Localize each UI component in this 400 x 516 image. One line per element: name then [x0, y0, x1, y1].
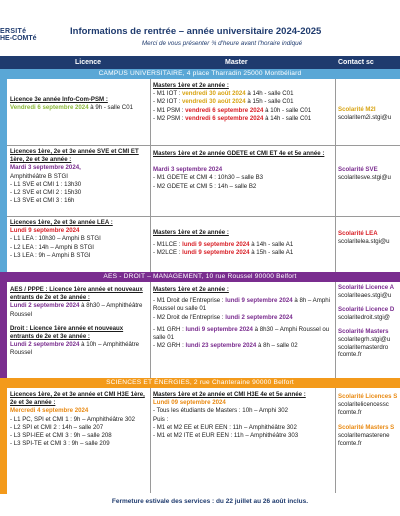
row5-contact-licences-email[interactable]: scolaritelicencessc [338, 400, 389, 408]
row2-licence-title: Licences 1ère, 2e et 3e année SVE et CMI ET 1ère, 2e et 3e année : [10, 148, 139, 164]
row1-master-line: - M2 IOT : vendredi 30 août 2024 à 15h - salle C01 [153, 98, 294, 106]
row5-licence-title: Licences 1ère, 2e et 3e année et CMI H3E 1ère, 2e et 3e année : [10, 391, 145, 407]
row3-licence-line: - L2 LEA : 14h – Amphi B STGI [10, 243, 95, 251]
row1-licence [10, 96, 148, 112]
row4-contact-masters-email[interactable]: scolaritemasterdro [338, 343, 389, 351]
section-band-belfort-sciences: SCIENCES ET ÉNERGIES, 2 rue Chanteraine 90000 Belfort [0, 378, 400, 388]
row1-licence-date: Vendredi 6 septembre 2024 [10, 104, 89, 112]
row5-master-line: Puis : [153, 415, 169, 423]
row4-droit-rest: à 10h – Amphithéâtre Roussel [10, 341, 140, 357]
section-band-montbeliard: CAMPUS UNIVERSITAIRE, 4 place Tharradin 25000 Montbéliard [0, 69, 400, 79]
row1-master-line: - M2 PSM : vendredi 6 septembre 2024 à 14h - salle C01 [153, 114, 312, 122]
row1-licence-rest: à 9h - salle C01 [88, 104, 133, 112]
row4-droit-date: Lundi 2 septembre 2024 [10, 341, 80, 349]
row2-licence-place: Amphithéâtre B STGI [10, 172, 68, 180]
row1-master-line: - M1 PSM : vendredi 6 septembre 2024 à 10h - salle C01 [153, 106, 312, 114]
row3-licence-title: Licences 1ère, 2e et 3e année LEA : [10, 219, 113, 226]
row5-contact-licences-email[interactable]: fcomte.fr [338, 408, 362, 416]
row3-contact-title: Scolarité LEA [338, 230, 378, 237]
row4-contact-aes-email[interactable]: scolariteaes.stgi@u [338, 291, 392, 299]
row4-contact-aes-title: Scolarité Licence A [338, 284, 394, 291]
row4-licence [10, 286, 148, 358]
row5-master [153, 391, 333, 440]
row1-master-line: - M1 IOT : vendredi 30 août 2024 à 14h - salle C01 [153, 90, 294, 98]
row4-master-line: - M1 GRH : lundi 9 septembre 2024 à 8h30 – Amphi Roussel ou salle 01 [153, 325, 330, 342]
row2-licence [10, 148, 148, 205]
row3-licence-date: Lundi 9 septembre 2024 [10, 227, 80, 235]
row5-contact-licences-title: Scolarité Licences S [338, 393, 398, 400]
col-divider [335, 282, 336, 378]
row4-master-line: - M2 GRH : lundi 23 septembre 2024 à 8h – salle 02 [153, 342, 298, 350]
row-divider [7, 145, 400, 146]
row4-aes-date: Lundi 2 septembre 2024 [10, 302, 80, 310]
section-band-belfort-aes: AES - DROIT – MANAGEMENT, 10 rue Roussel 90000 Belfort [0, 272, 400, 282]
col-master: Master [225, 59, 248, 66]
row1-licence-title: Licence 3e année Info-Com-PSM : [10, 96, 108, 103]
section-side-bar [0, 282, 7, 378]
row5-master-line: - M1 et M2 ITE et EUR EEN : 11h – Amphithéâtre 303 [153, 432, 299, 440]
row5-master-line: - M1 et M2 EE et EUR EEN : 11h – Amphithéâtre 302 [153, 423, 297, 431]
university-logo [0, 28, 60, 42]
row1-master-title: Masters 1ère et 2e année : [153, 82, 229, 89]
row4-master-line: - M2 Droit de l'Entreprise : lundi 2 septembre 2024 [153, 313, 293, 321]
row5-master-line: - Tous les étudiants de Masters : 10h – Amphi 302 [153, 407, 289, 415]
col-divider [150, 282, 151, 378]
row5-licence-line: - L3 SPI-IEE et CMI 3 : 9h – salle 208 [10, 432, 112, 440]
row1-contact [338, 106, 400, 122]
row2-licence-line: - L1 SVE et CMI 1 : 13h30 [10, 180, 82, 188]
row3-licence [10, 219, 148, 260]
col-divider [150, 387, 151, 493]
row4-aes-title: AES / PPPE : Licence 1ère année et nouveaux entrants de 2e et 3e année : [10, 286, 143, 302]
row4-contact-masters-title: Scolarité Masters [338, 328, 389, 336]
row2-master-date: Mardi 3 septembre 2024 [153, 166, 223, 174]
row3-master-line: - M2LCE : lundi 9 septembre 2024 à 15h - salle A1 [153, 249, 294, 257]
row4-droit-title: Droit : Licence 1ère année et nouveaux entrants de 2e et 3e année : [10, 324, 124, 341]
footer-note: Fermeture estivale des services : du 22 juillet au 26 août inclus. [111, 498, 309, 505]
section-side-bar [0, 388, 7, 494]
row4-contact [338, 284, 400, 359]
row1-master [153, 82, 333, 123]
col-contact: Contact sc [338, 59, 374, 66]
logo-line-2: HE-COMTé [0, 35, 37, 42]
row2-master-title: Masters 1ère et 2e année GDETE et CMI ET 4e et 5e année : [153, 150, 325, 157]
row3-contact-email[interactable]: scolaritelea.stgi@u [338, 238, 390, 246]
page-subtitle: Merci de vous présenter ¾ d'heure avant l'horaire indiqué [141, 40, 303, 47]
row5-licence-line: - L1 PC, SPI et CMI 1 : 9h – Amphithéâtre 302 [10, 415, 135, 423]
row5-licence [10, 391, 148, 448]
row5-contact [338, 393, 400, 448]
row4-contact-droit-title: Scolarité Licence D [338, 306, 395, 314]
row5-licence-line: - L3 SPI-TE et CMI 3 : 9h – salle 209 [10, 440, 110, 448]
row3-master-title: Masters 1ère et 2e année : [153, 229, 229, 236]
row-divider [7, 216, 400, 217]
row2-contact-email[interactable]: scolaritesve.stgi@u [338, 174, 391, 182]
row2-licence-line: - L2 SVE et CMI 2 : 15h30 [10, 189, 82, 197]
row2-licence-date: Mardi 3 septembre 2024, [10, 164, 81, 172]
row3-master-line: - M1LCE : lundi 9 septembre 2024 à 14h - salle A1 [153, 241, 294, 249]
row2-master-line: - M2 GDETE et CMI 5 : 14h – salle B2 [153, 182, 257, 190]
row5-contact-masters-email[interactable]: scolaritemasterene [338, 432, 390, 440]
col-divider [150, 79, 151, 274]
row2-licence-line: - L3 SVE et CMI 3 : 16h [10, 197, 75, 205]
row4-aes-rest: à 8h30 – Amphithéâtre Roussel [10, 302, 143, 318]
row1-contact-email[interactable]: scolaritem2i.stgi@u [338, 114, 392, 122]
row2-master-line: - M1 GDETE et CMI 4 : 10h30 – salle B3 [153, 174, 264, 182]
row4-contact-masters-email[interactable]: scolaritegrh.stgi@u [338, 335, 391, 343]
row3-licence-line: - L3 LEA : 9h – Amphi B STGI [10, 251, 91, 259]
logo-line-1: ERSITé [0, 28, 27, 35]
row3-licence-line: - L1 LEA : 10h30 – Amphi B STGI [10, 235, 101, 243]
col-divider [335, 79, 336, 274]
page-title: Informations de rentrée – année universitaire 2024-2025 [70, 26, 322, 37]
row4-master-line: - M1 Droit de l'Entreprise : lundi 9 septembre 2024 à 8h – Amphi Roussel ou salle 01 [153, 297, 330, 313]
table-header [0, 56, 400, 69]
row4-contact-masters-email[interactable]: fcomte.fr [338, 351, 362, 359]
row2-master [153, 150, 333, 191]
row5-contact-masters-title: Scolarité Masters S [338, 424, 395, 432]
row5-licence-line: - L2 SPI et CMI 2 : 14h – salle 207 [10, 423, 104, 431]
col-licence: Licence [75, 59, 102, 66]
row4-master [153, 286, 333, 350]
row5-master-title: Masters 1ère et 2e année et CMI H3E 4e et 5e année : [153, 391, 306, 398]
row2-contact-title: Scolarité SVE [338, 166, 378, 173]
row4-contact-droit-email[interactable]: scolaritedroit.stgi@ [338, 313, 390, 321]
row2-contact [338, 166, 400, 182]
row1-contact-title: Scolarité M2I [338, 106, 376, 113]
row3-contact [338, 230, 400, 246]
col-divider [335, 387, 336, 493]
row5-contact-masters-email[interactable]: fcomte.fr [338, 439, 362, 447]
row5-licence-date: Mercredi 4 septembre 2024 [10, 407, 89, 415]
row5-master-date: Lundi 09 septembre 2024 [153, 399, 226, 407]
section-side-bar [0, 79, 7, 274]
row3-master [153, 229, 333, 258]
row4-master-title: Masters 1ère et 2e année : [153, 286, 229, 293]
